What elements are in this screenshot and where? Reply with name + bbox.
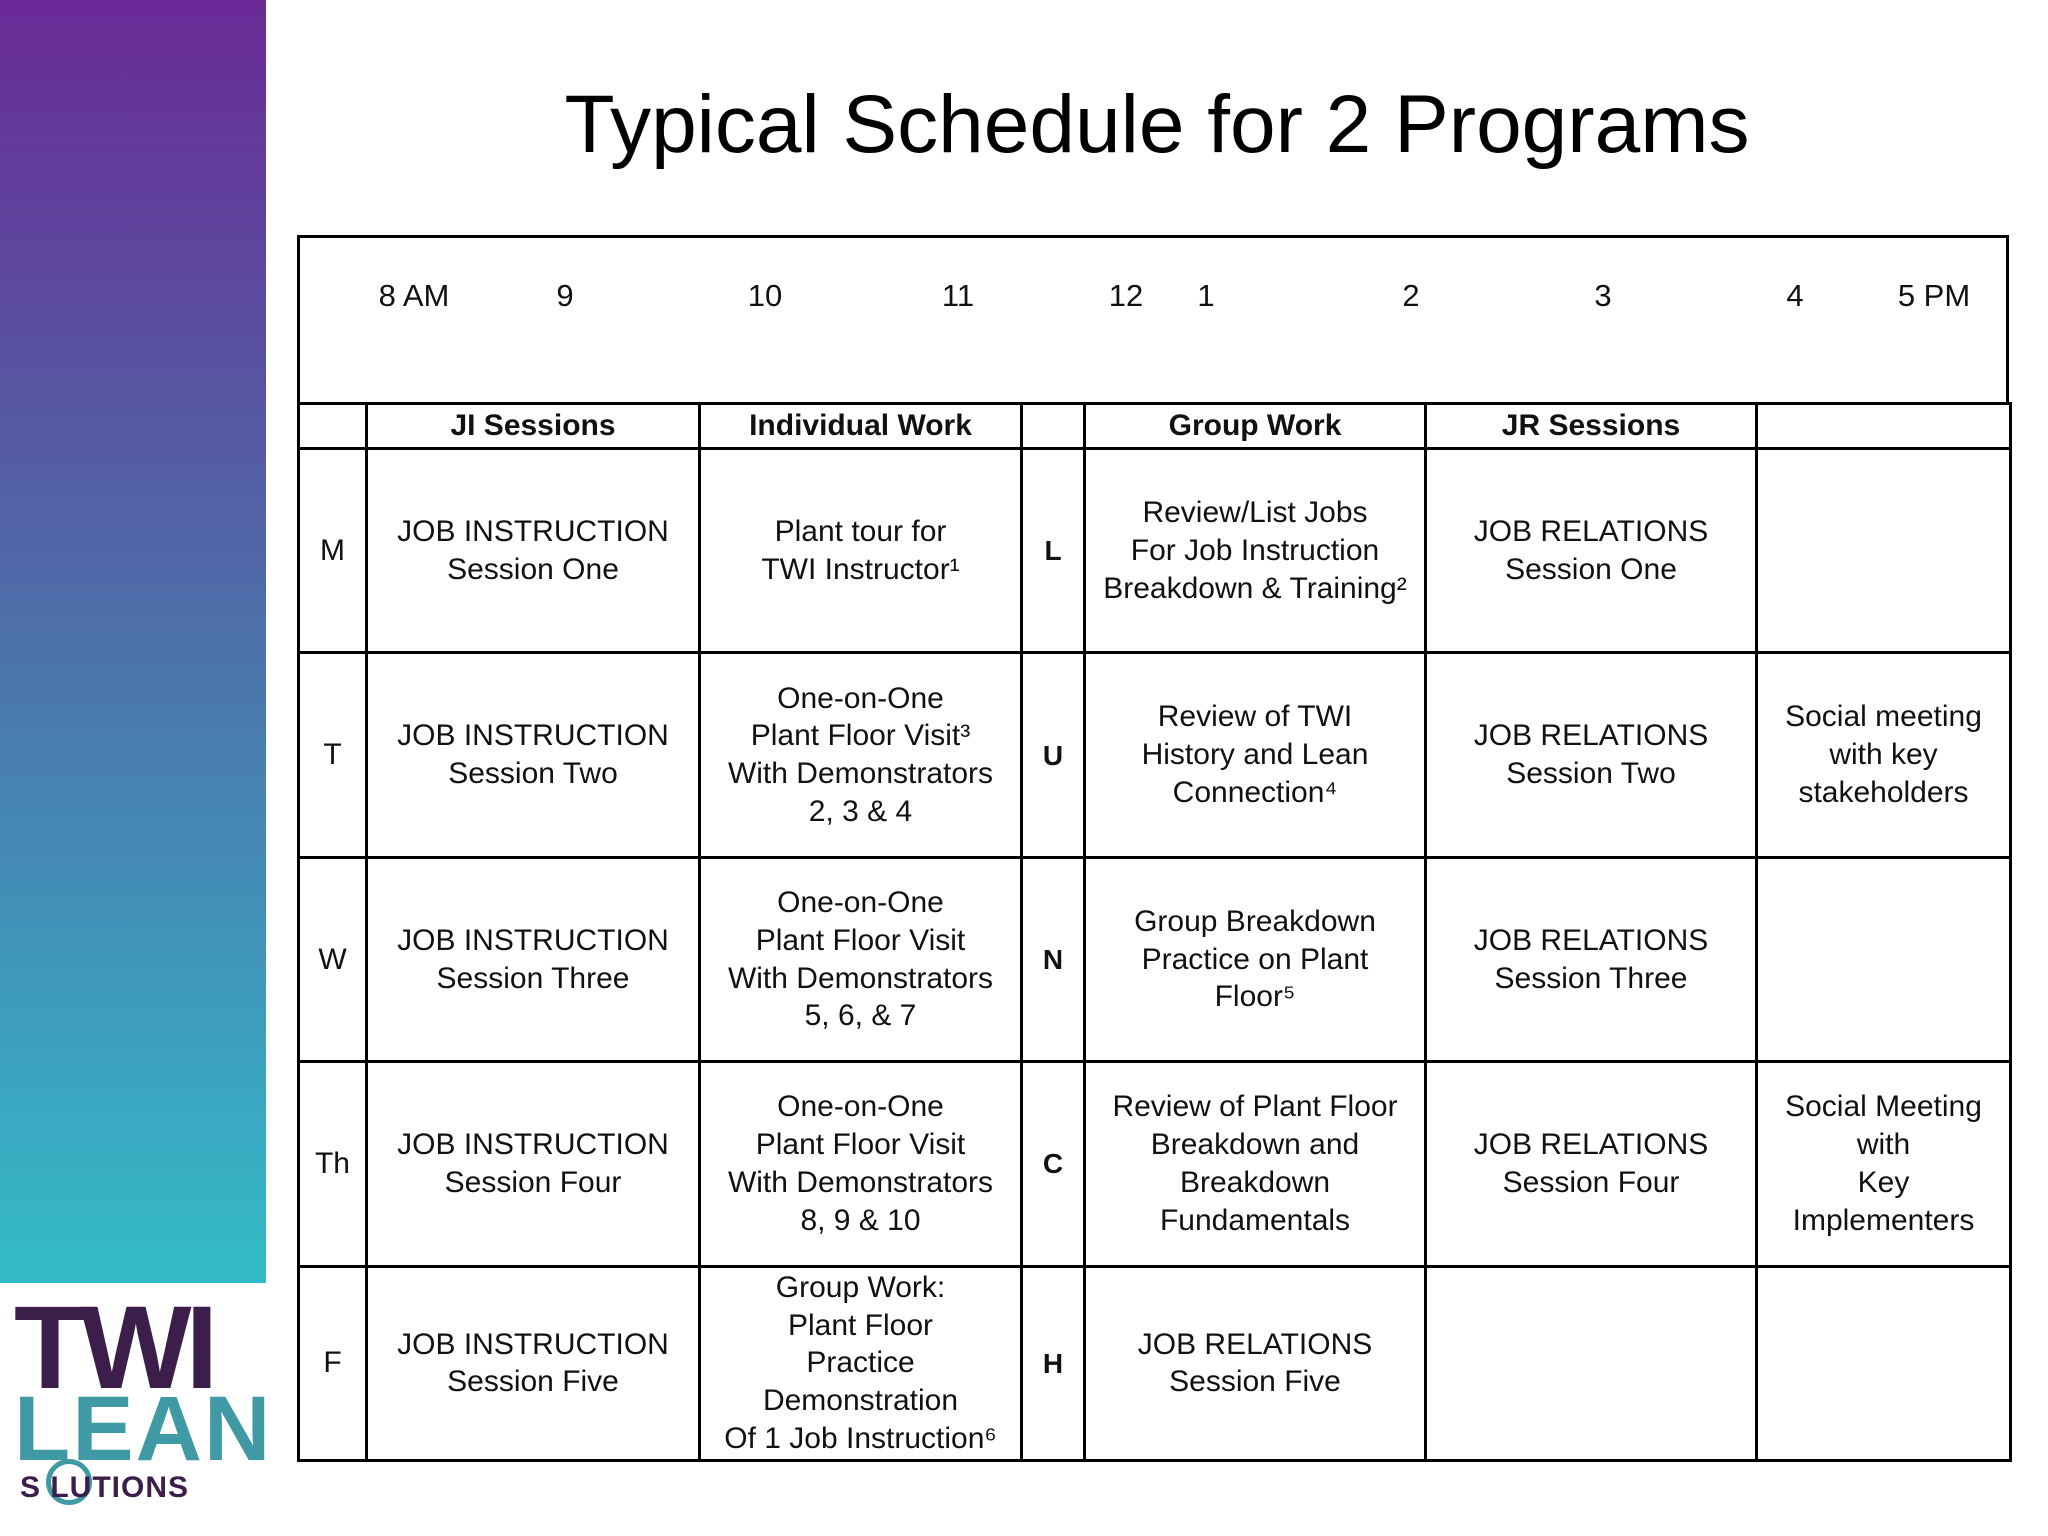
group-work-cell	[1085, 449, 1426, 653]
header-jr-sessions: JR Sessions	[1426, 404, 1757, 449]
cell-text-line: Review/List Jobs	[1142, 496, 1368, 530]
table-row	[299, 857, 2011, 1061]
table-header-row	[299, 404, 2011, 449]
group-work-cell	[1085, 653, 1426, 857]
jr-session-cell	[1426, 1266, 1757, 1460]
cell-text-line: Session Three	[436, 961, 630, 995]
cell-text-line: Connection⁴	[1172, 776, 1338, 810]
table-row	[299, 1266, 2011, 1460]
header-individual-work: Individual Work	[700, 404, 1022, 449]
time-label-11: 11	[941, 278, 975, 313]
cell-text-line: Breakdown	[1179, 1165, 1331, 1199]
individual-work-cell	[700, 1266, 1022, 1460]
cell-text-line: Practice	[806, 1346, 915, 1380]
lunch-letter-cell: U	[1022, 653, 1085, 857]
group-work-cell	[1085, 1062, 1426, 1266]
cell-text-line: 5, 6, & 7	[804, 999, 917, 1033]
cell-text-line: Demonstration	[762, 1384, 959, 1418]
jr-session-cell	[1426, 653, 1757, 857]
day-cell: Th	[299, 1062, 367, 1266]
day-cell: M	[299, 449, 367, 653]
day-cell: T	[299, 653, 367, 857]
cell-text-line: Session Four	[444, 1165, 622, 1199]
cell-text-line: Breakdown & Training²	[1103, 571, 1407, 605]
cell-text-line: Session Five	[1169, 1365, 1341, 1399]
cell-text-line: Key	[1857, 1165, 1910, 1199]
logo-solutions-text: S LUTIONS	[20, 1471, 190, 1504]
cell-text-line: For Job Instruction	[1130, 533, 1380, 567]
cell-text-line: JOB RELATIONS	[1137, 1327, 1373, 1361]
twi-lean-solutions-logo	[0, 1282, 273, 1536]
cell-text-line: Plant Floor Visit	[755, 923, 966, 957]
cell-text-line: JOB INSTRUCTION	[397, 1128, 669, 1162]
cell-text-line: Session Five	[447, 1365, 619, 1399]
group-work-cell	[1085, 857, 1426, 1061]
time-label-4: 4	[1786, 278, 1804, 313]
cell-text-line: One-on-One	[777, 885, 944, 919]
cell-text-line: Breakdown and	[1150, 1128, 1360, 1162]
time-label-12: 12	[1108, 278, 1144, 313]
cell-text-line: Implementers	[1792, 1203, 1975, 1237]
jr-session-cell	[1426, 1062, 1757, 1266]
ji-session-cell	[367, 857, 700, 1061]
cell-text-line: Plant tour for	[774, 514, 947, 548]
header-lunch	[1022, 404, 1085, 449]
header-group-work: Group Work	[1085, 404, 1426, 449]
page-title: Typical Schedule for 2 Programs	[564, 79, 1750, 170]
cell-text-line: Social Meeting	[1785, 1090, 1982, 1124]
cell-text-line: Practice on Plant	[1141, 942, 1369, 976]
cell-text-line: JOB INSTRUCTION	[397, 514, 669, 548]
lunch-letter-cell: N	[1022, 857, 1085, 1061]
lunch-letter-cell: H	[1022, 1266, 1085, 1460]
cell-text-line: Plant Floor Visit	[755, 1128, 966, 1162]
time-label-5pm: 5 PM	[1897, 278, 1971, 313]
time-label-9: 9	[556, 278, 574, 313]
cell-text-line: With Demonstrators	[727, 961, 994, 995]
cell-text-line: JOB RELATIONS	[1473, 719, 1709, 753]
schedule-body	[299, 449, 2011, 1461]
lunch-letter-cell: L	[1022, 449, 1085, 653]
cell-text-line: One-on-One	[777, 1090, 944, 1124]
time-label-10: 10	[747, 278, 783, 313]
lunch-letter-cell: C	[1022, 1062, 1085, 1266]
individual-work-cell	[700, 1062, 1022, 1266]
cell-text-line: Session Three	[1494, 961, 1688, 995]
individual-work-cell	[700, 653, 1022, 857]
ji-session-cell	[367, 449, 700, 653]
individual-work-cell	[700, 449, 1022, 653]
day-cell: W	[299, 857, 367, 1061]
cell-text-line: Social meeting	[1785, 700, 1982, 734]
cell-text-line: With Demonstrators	[727, 1165, 994, 1199]
extra-activity-cell	[1757, 653, 2011, 857]
cell-text-line: Of 1 Job Instruction⁶	[724, 1422, 997, 1456]
cell-text-line: JOB INSTRUCTION	[397, 923, 669, 957]
table-row	[299, 1062, 2011, 1266]
cell-text-line: Review of Plant Floor	[1112, 1090, 1398, 1124]
cell-text-line: with key	[1829, 738, 1938, 772]
cell-text-line: Review of TWI	[1157, 700, 1353, 734]
cell-text-line: Session Two	[1506, 757, 1676, 791]
cell-text-line: JOB INSTRUCTION	[397, 719, 669, 753]
cell-text-line: with	[1856, 1128, 1911, 1162]
extra-activity-cell	[1757, 1266, 2011, 1460]
cell-text-line: Fundamentals	[1159, 1203, 1351, 1237]
jr-session-cell	[1426, 857, 1757, 1061]
cell-text-line: 2, 3 & 4	[808, 794, 913, 828]
ji-session-cell	[367, 1062, 700, 1266]
cell-text-line: Floor⁵	[1214, 980, 1296, 1014]
group-work-cell	[1085, 1266, 1426, 1460]
header-ji-sessions: JI Sessions	[367, 404, 700, 449]
schedule-table	[297, 402, 2012, 1462]
individual-work-cell	[700, 857, 1022, 1061]
jr-session-cell	[1426, 449, 1757, 653]
cell-text-line: Session One	[447, 552, 619, 586]
timeline-header	[297, 235, 2009, 403]
day-cell: F	[299, 1266, 367, 1460]
table-row	[299, 449, 2011, 653]
cell-text-line: JOB RELATIONS	[1473, 923, 1709, 957]
sidebar-gradient-band	[0, 0, 266, 1283]
header-extra	[1757, 404, 2011, 449]
logo-twi-text: TWI	[14, 1282, 213, 1414]
time-label-1: 1	[1197, 278, 1215, 313]
cell-text-line: JOB RELATIONS	[1473, 1128, 1709, 1162]
extra-activity-cell	[1757, 857, 2011, 1061]
cell-text-line: Group Breakdown	[1134, 904, 1376, 938]
cell-text-line: Session Two	[448, 757, 618, 791]
logo-lean-text: LEAN	[14, 1378, 273, 1480]
cell-text-line: JOB RELATIONS	[1473, 514, 1709, 548]
ji-session-cell	[367, 653, 700, 857]
extra-activity-cell	[1757, 1062, 2011, 1266]
cell-text-line: TWI Instructor¹	[761, 552, 960, 586]
extra-activity-cell	[1757, 449, 2011, 653]
cell-text-line: Plant Floor Visit³	[750, 719, 971, 753]
cell-text-line: With Demonstrators	[727, 757, 994, 791]
cell-text-line: One-on-One	[777, 681, 944, 715]
cell-text-line: Session Four	[1502, 1165, 1680, 1199]
cell-text-line: Session One	[1505, 552, 1677, 586]
time-label-2: 2	[1402, 278, 1420, 313]
time-label-3: 3	[1594, 278, 1612, 313]
header-day	[299, 404, 367, 449]
cell-text-line: Group Work:	[775, 1270, 946, 1304]
cell-text-line: 8, 9 & 10	[800, 1203, 921, 1237]
cell-text-line: Plant Floor	[787, 1308, 934, 1342]
cell-text-line: History and Lean	[1141, 738, 1369, 772]
ji-session-cell	[367, 1266, 700, 1460]
time-label-8am: 8 AM	[378, 278, 450, 313]
table-row	[299, 653, 2011, 857]
cell-text-line: stakeholders	[1798, 776, 1969, 810]
cell-text-line: JOB INSTRUCTION	[397, 1327, 669, 1361]
